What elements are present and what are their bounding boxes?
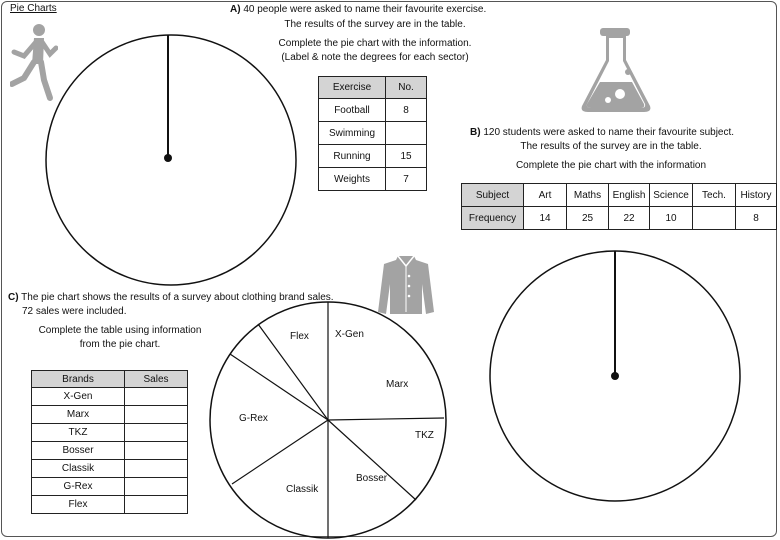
pie-label-classik: Classik [286,484,319,495]
exercise-header: Exercise [319,77,386,99]
frequency-row-header: Frequency [462,207,524,230]
section-a-letter: A) [230,4,241,15]
section-a-line3: Complete the pie chart with the information. [278,38,472,49]
frequency-cell[interactable]: 14 [524,207,567,230]
subject-cell: Tech. [693,184,736,207]
section-a-line4: (Label & note the degrees for each sector) [281,52,469,63]
sales-cell[interactable] [125,388,188,406]
pie-circle-b [488,248,746,506]
frequency-cell[interactable]: 25 [567,207,609,230]
frequency-cell[interactable]: 8 [736,207,777,230]
number-cell[interactable]: 7 [386,168,427,191]
exercise-table [318,76,427,191]
section-b-line1: 120 students were asked to name their favourite subject. [483,127,735,138]
pie-label-flex: Flex [290,331,309,342]
exercise-cell: Running [319,145,386,168]
section-b-line2: The results of the survey are in the table. [520,141,702,152]
sales-header: Sales [125,371,188,388]
brand-cell: X-Gen [32,388,125,406]
pie-sector-divider [232,420,328,484]
exercise-cell: Weights [319,168,386,191]
pie-label-bosser: Bosser [356,473,388,484]
pie-label-tkz: TKZ [415,430,434,441]
section-c-line4: from the pie chart. [79,339,161,350]
sales-cell[interactable] [125,496,188,514]
flask-icon [578,26,654,114]
subject-cell: Art [524,184,567,207]
brand-pie-chart [200,290,460,540]
frequency-cell[interactable]: 22 [609,207,650,230]
section-c-line1: The pie chart shows the results of a survey about clothing brand sales. [21,292,334,303]
brand-sales-table [31,370,188,514]
sales-cell[interactable] [125,442,188,460]
brand-cell: Marx [32,406,125,424]
pie-circle-a [40,32,302,294]
sales-cell[interactable] [125,424,188,442]
section-a-line2: The results of the survey are in the table. [284,19,466,30]
section-b-line3: Complete the pie chart with the information [515,160,707,171]
exercise-cell: Swimming [319,122,386,145]
subject-row-header: Subject [462,184,524,207]
subject-cell: Science [650,184,693,207]
section-a-line1: 40 people were asked to name their favourite exercise. [243,4,487,15]
pie-sector-divider [328,420,416,500]
number-cell[interactable]: 15 [386,145,427,168]
number-header: No. [386,77,427,99]
section-a-heading [230,4,486,16]
subject-cell: English [609,184,650,207]
page-title: Pie Charts [10,3,57,14]
pie-sector-divider [230,354,328,420]
number-cell[interactable] [386,122,427,145]
exercise-cell: Football [319,99,386,122]
section-c-letter: C) [8,292,19,303]
pie-label-xgen: X-Gen [335,329,364,340]
frequency-cell[interactable]: 10 [650,207,693,230]
subject-table [461,183,777,230]
number-cell[interactable]: 8 [386,99,427,122]
sales-cell[interactable] [125,460,188,478]
section-c-line3: Complete the table using information [38,325,202,336]
brands-header: Brands [32,371,125,388]
section-c-line2: 72 sales were included. [22,306,127,317]
pie-label-grex: G-Rex [239,413,268,424]
subject-cell: History [736,184,777,207]
section-b-letter: B) [470,127,481,138]
subject-cell: Maths [567,184,609,207]
sales-cell[interactable] [125,478,188,496]
brand-cell: G-Rex [32,478,125,496]
brand-cell: TKZ [32,424,125,442]
frequency-cell[interactable] [693,207,736,230]
brand-cell: Flex [32,496,125,514]
pie-sector-divider [328,418,444,420]
sales-cell[interactable] [125,406,188,424]
brand-cell: Bosser [32,442,125,460]
section-b-heading [470,127,734,139]
pie-label-marx: Marx [386,379,409,390]
brand-cell: Classik [32,460,125,478]
